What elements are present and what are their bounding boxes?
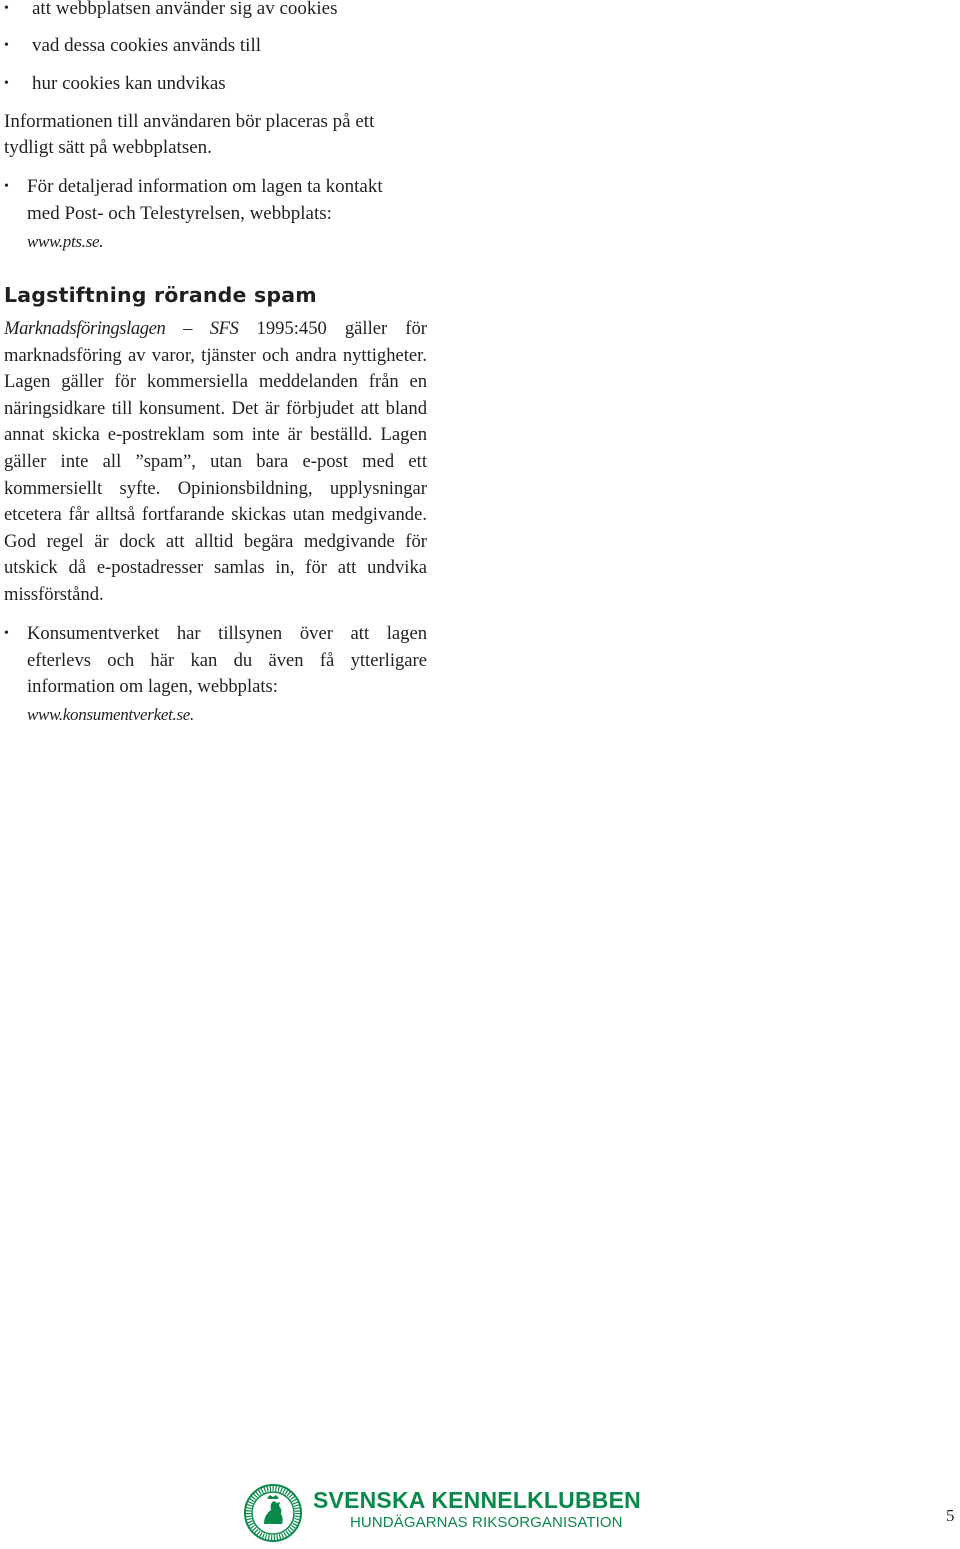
page-number: 5 — [946, 1506, 955, 1525]
bullet-icon: • — [4, 38, 9, 53]
pts-url-link[interactable]: www.pts.se. — [27, 232, 104, 251]
list-item: att webbplatsen använder sig av cookies — [32, 0, 338, 19]
kennel-club-seal-icon — [244, 1484, 302, 1542]
bullet-icon: • — [4, 179, 9, 194]
info-text-line: Informationen till användaren bör placeras på ett — [4, 111, 375, 132]
bullet-icon: • — [4, 1, 9, 16]
kv-bullet-text: Konsumentverket har tillsynen över att lagen efterlevs och här kan du även få ytterligare information om lagen, webbplats: — [27, 623, 427, 698]
kv-url-link[interactable]: www.konsumentverket.se. — [27, 705, 194, 724]
section-heading: Lagstiftning rörande spam — [4, 283, 317, 307]
bullet-icon: • — [4, 76, 9, 91]
org-tagline: HUNDÄGARNAS RIKSORGANISATION — [350, 1514, 623, 1531]
info-text-line: tydligt sätt på webbplatsen. — [4, 137, 212, 158]
list-item: hur cookies kan undvikas — [32, 73, 226, 94]
paragraph-body: 1995:450 gäller för marknadsföring av varor, tjänster och andra nyttigheter. Lagen gäller för kommersiella meddelanden från en näringsidkare till konsument. Det är förbjudet att bland annat skicka e-postreklam som inte är beställd. Lagen gäller inte all ”spam”, utan bara e-post med ett kommersiellt syfte. Opinionsbildning, upplysningar etcetera får alltså fortfarande skickas utan medgivande. God regel är dock att alltid begära medgivande för utskick då e-postadresser samlas in, för att undvika missförstånd. — [4, 318, 427, 605]
spam-law-paragraph — [4, 316, 427, 609]
pts-bullet-line: För detaljerad information om lagen ta kontakt — [27, 176, 383, 197]
org-branding — [313, 1486, 641, 1532]
bullet-icon: • — [4, 626, 9, 641]
list-item: vad dessa cookies används till — [32, 35, 262, 56]
law-name: Marknadsföringslagen – SFS — [4, 318, 239, 339]
pts-bullet-line: med Post- och Telestyrelsen, webbplats: — [27, 203, 332, 224]
org-name: SVENSKA KENNELKLUBBEN — [313, 1487, 641, 1513]
